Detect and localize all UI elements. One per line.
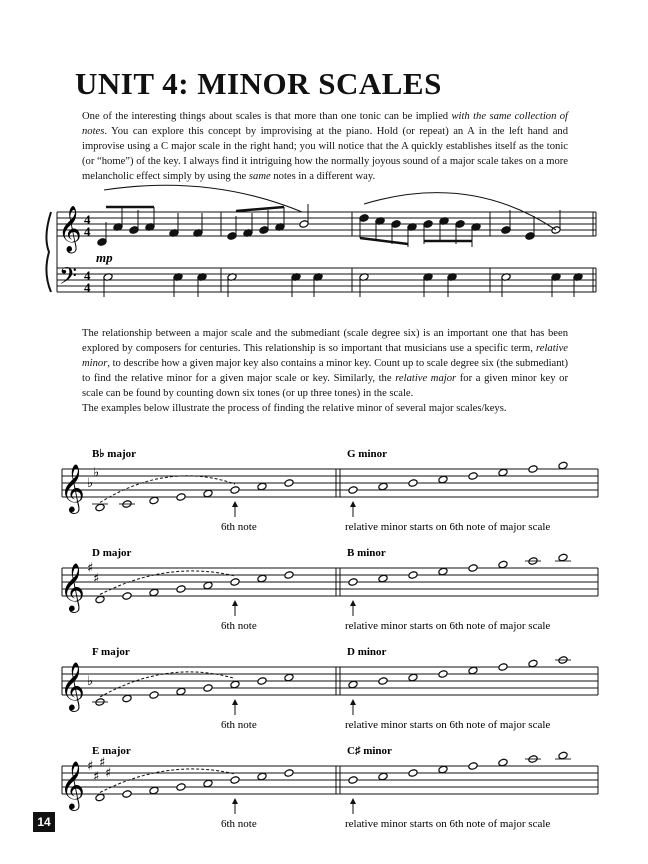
minor-scale-note-head [438, 670, 448, 679]
minor-scale-note-head [558, 751, 568, 760]
minor-scale-note-head [348, 578, 358, 587]
minor-scale-label: D minor [347, 646, 387, 658]
paragraph-text: for a given minor key or scale can be found by counting down six tones (or up three tones) in the scale. [82, 373, 568, 399]
scale-note-head [203, 581, 213, 590]
up-arrow-head [350, 699, 356, 705]
dashed-arc [100, 476, 235, 503]
up-arrow-head [232, 600, 238, 606]
major-scale-label: E major [92, 745, 131, 757]
minor-scale-note-head [498, 468, 508, 477]
scale-note-head [284, 673, 294, 682]
intro-paragraph [82, 109, 568, 184]
minor-scale-label: G minor [347, 448, 388, 460]
minor-scale-note-head [378, 677, 388, 686]
dynamic-marking: mp [96, 250, 113, 265]
bass-clef-icon: 𝄢 [59, 262, 78, 295]
minor-scale-note-head [468, 666, 478, 675]
minor-scale-label: B minor [347, 547, 386, 559]
minor-scale-note-head [438, 765, 448, 774]
italic-text: relative minor [82, 343, 568, 369]
minor-scale-note-head [348, 486, 358, 495]
sixth-note-head [230, 578, 240, 587]
scale-note-head [203, 489, 213, 498]
sharp-icon: ♯ [87, 561, 94, 576]
sharp-icon: ♯ [99, 755, 106, 771]
flat-icon: ♭ [87, 476, 94, 491]
scale-note-head [122, 592, 132, 601]
minor-scale-note-head [468, 564, 478, 573]
brace [46, 212, 51, 292]
minor-scale-note-head [528, 659, 538, 668]
sixth-note-label: 6th note [221, 620, 257, 632]
minor-caption: relative minor starts on 6th note of major scale [345, 521, 551, 533]
up-arrow-head [232, 501, 238, 507]
scale-note-head [176, 783, 186, 792]
sharp-icon: ♯ [93, 571, 100, 587]
dashed-arc [100, 571, 235, 595]
minor-scale-note-head [408, 479, 418, 488]
scale-note-head [176, 687, 186, 696]
treble-clef-icon: 𝄞 [58, 206, 82, 252]
major-scale-label: D major [92, 547, 132, 559]
minor-scale-note-head [408, 769, 418, 778]
sixth-note-head [230, 486, 240, 495]
minor-scale-note-head [378, 772, 388, 781]
sharp-icon: ♯ [93, 769, 100, 785]
page-title: UNIT 4: MINOR SCALES [75, 66, 442, 101]
minor-scale-note-head [468, 762, 478, 771]
up-arrow-head [232, 699, 238, 705]
time-signature-bottom: 4 [84, 280, 91, 295]
dashed-arc [100, 769, 235, 793]
italic-text: relative major [395, 373, 457, 384]
scale-note-head [257, 574, 267, 583]
minor-scale-note-head [498, 560, 508, 569]
paragraph-text: , to describe how a given major key also contains a minor key. Count up to scale degree six (the submediant) to find the relative minor for a given major scale or key. Similarly, the [82, 358, 568, 384]
scale-note-head [176, 585, 186, 594]
minor-scale-note-head [348, 680, 358, 689]
minor-scale-note-head [558, 553, 568, 562]
treble-clef-icon: 𝄞 [60, 562, 85, 611]
up-arrow-head [232, 798, 238, 804]
major-scale-label: B♭ major [92, 448, 136, 460]
sharp-icon: ♯ [105, 766, 112, 781]
treble-clef-icon: 𝄞 [60, 760, 85, 809]
paragraph-text: . You can explore this concept by improvising at the piano. Hold (or repeat) an A in the left hand and improvise using a C major scale in the right hand; you will notice that the A quickly establishes itself as the tonic (or “home”) of the key. I always find it intriguing how the normally joyous sound of a major scale takes on a more melancholic effect simply by using the [82, 126, 568, 182]
sixth-note-label: 6th note [221, 719, 257, 731]
time-signature-bottom: 4 [84, 224, 91, 239]
up-arrow-head [350, 600, 356, 606]
page-number: 14 [33, 812, 55, 832]
scale-note-head [122, 790, 132, 799]
minor-scale-note-head [468, 472, 478, 481]
scale-note-head [122, 694, 132, 703]
sixth-note-head [230, 680, 240, 689]
beam [236, 207, 284, 211]
scale-note-head [176, 493, 186, 502]
minor-scale-label: C♯ minor [347, 745, 392, 757]
minor-scale-note-head [438, 567, 448, 576]
treble-clef-icon: 𝄞 [60, 463, 85, 512]
scale-note-head [257, 677, 267, 686]
paragraph-text: The relationship between a major scale and the submediant (scale degree six) is an important one that has been explored by composers for centuries. This relationship is so important that musicians use a specific term, [82, 328, 568, 354]
minor-caption: relative minor starts on 6th note of major scale [345, 620, 551, 632]
sharp-icon: ♯ [87, 759, 94, 774]
up-arrow-head [350, 501, 356, 507]
scale-note-head [257, 482, 267, 491]
italic-text: with the same collection of notes [82, 111, 568, 137]
time-signature-top: 4 [84, 212, 91, 227]
scale-note-head [203, 684, 213, 693]
minor-scale-note-head [528, 465, 538, 474]
scale-note-head [149, 496, 159, 505]
examples-intro-paragraph [82, 401, 568, 416]
scale-note-head [149, 588, 159, 597]
minor-scale-note-head [348, 776, 358, 785]
minor-scale-note-head [408, 571, 418, 580]
scale-note-head [203, 779, 213, 788]
flat-icon: ♭ [93, 465, 100, 481]
up-arrow-head [350, 798, 356, 804]
scale-note-head [149, 786, 159, 795]
time-signature-top: 4 [84, 268, 91, 283]
scale-note-head [257, 772, 267, 781]
scale-note-head [284, 479, 294, 488]
minor-scale-note-head [438, 475, 448, 484]
minor-scale-note-head [378, 482, 388, 491]
minor-scale-note-head [558, 461, 568, 470]
paragraph-text: The examples below illustrate the process of finding the relative minor of several major scales/keys. [82, 403, 507, 414]
scale-note-head [95, 793, 105, 802]
scale-note-head [284, 769, 294, 778]
scale-note-head [95, 503, 105, 512]
minor-scale-note-head [498, 758, 508, 767]
piano-example-score [0, 190, 648, 310]
sixth-note-head [230, 776, 240, 785]
minor-caption: relative minor starts on 6th note of major scale [345, 818, 551, 830]
major-scale-label: F major [92, 646, 130, 658]
dashed-arc [100, 672, 235, 697]
paragraph-text: notes in a different way. [270, 171, 376, 182]
beam [360, 238, 408, 244]
sixth-note-label: 6th note [221, 521, 257, 533]
minor-scale-note-head [498, 663, 508, 672]
scale-note-head [149, 691, 159, 700]
minor-caption: relative minor starts on 6th note of major scale [345, 719, 551, 731]
relative-minor-paragraph [82, 326, 568, 401]
minor-scale-note-head [408, 673, 418, 682]
italic-text: same [248, 171, 271, 182]
treble-clef-icon: 𝄞 [60, 661, 85, 710]
scale-note-head [284, 571, 294, 580]
sixth-note-label: 6th note [221, 818, 257, 830]
minor-scale-note-head [378, 574, 388, 583]
flat-icon: ♭ [87, 674, 94, 689]
scale-note-head [95, 595, 105, 604]
paragraph-text: One of the interesting things about scales is that more than one tonic can be implied [82, 111, 452, 122]
